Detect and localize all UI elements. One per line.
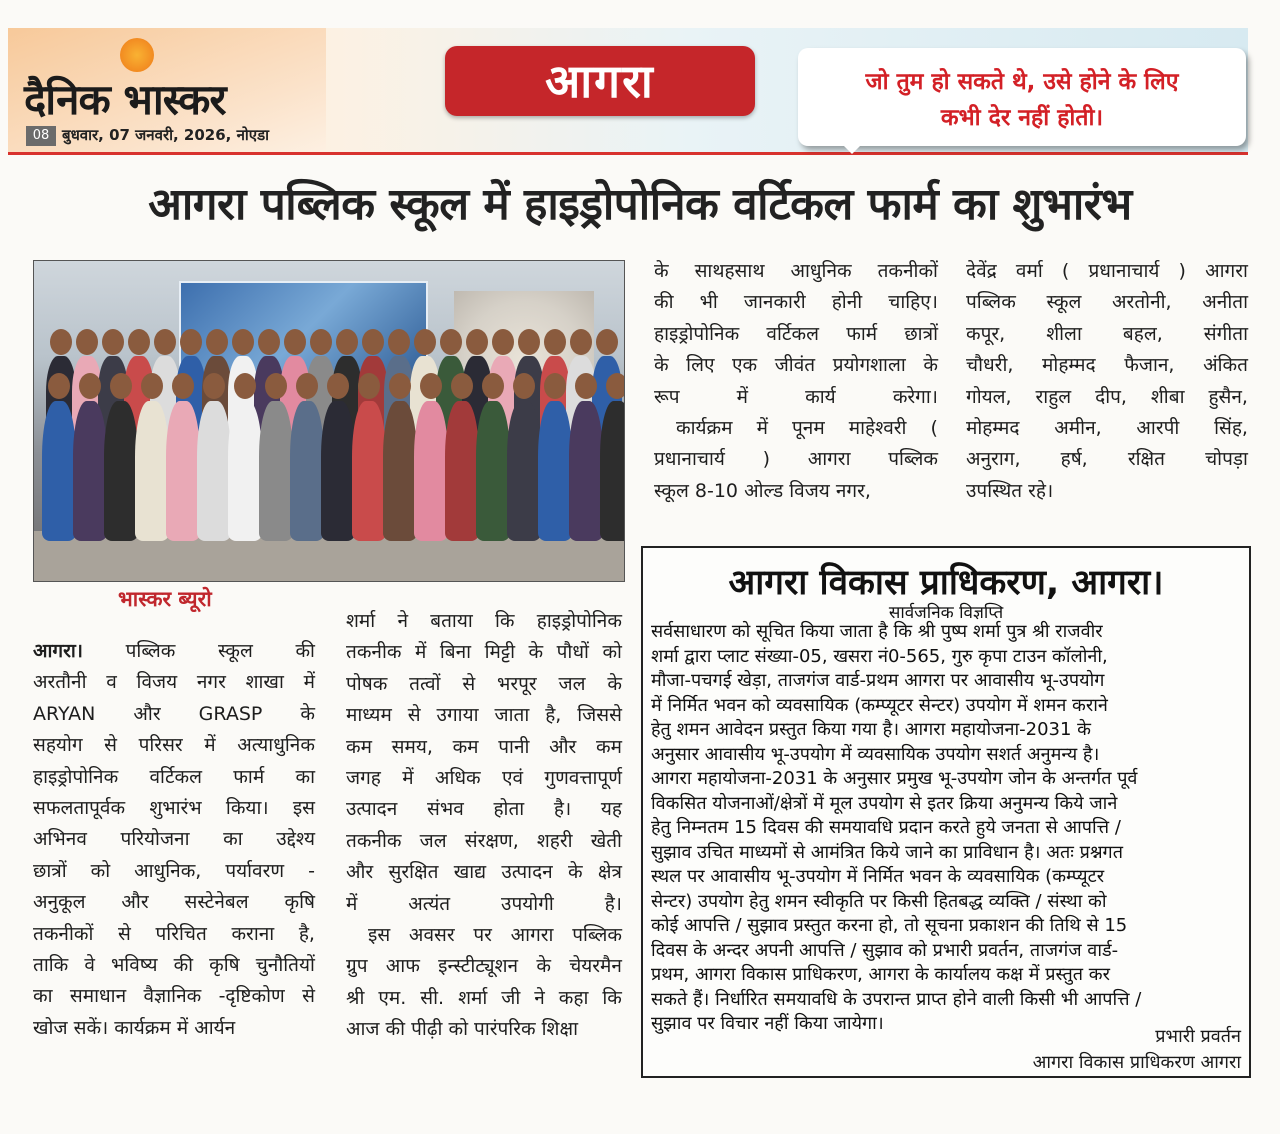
photo-person-head: [575, 373, 597, 399]
photo-person: [476, 401, 510, 541]
article-column-1: [33, 636, 315, 1044]
notice-line: शर्मा द्वारा प्लाट संख्या-05, खसरा नं0-565, गुरु कृपा टाउन कॉलोनी,: [651, 645, 1108, 667]
photo-person-head: [389, 373, 411, 399]
photo-person: [321, 401, 355, 541]
article-line: खोज सकें। कार्यक्रम में आर्यन: [33, 1016, 236, 1039]
notice-body: [651, 620, 1241, 1037]
photo-person-head: [172, 373, 194, 399]
photo-person-head: [258, 329, 280, 355]
photo-person: [600, 401, 625, 541]
photo-person-head: [50, 329, 72, 355]
notice-signature-title: प्रभारी प्रवर्तन: [1155, 1026, 1241, 1047]
notice-signature-org: आगरा विकास प्राधिकरण आगरा: [1032, 1052, 1241, 1073]
photo-person-head: [76, 329, 98, 355]
photo-person-head: [265, 373, 287, 399]
photo-person: [42, 401, 76, 541]
article-line: शर्मा ने बताया कि हाइड्रोपोनिक: [346, 610, 622, 632]
article-line: चौधरी, मोहम्मद फैजान, अंकित: [966, 354, 1248, 377]
photo-person-head: [544, 373, 566, 399]
photo-person-head: [362, 329, 384, 355]
article-line: आज की पीढ़ी को पारंपरिक शिक्षा: [346, 1018, 579, 1041]
notice-line: सुझाव पर विचार नहीं किया जायेगा।: [651, 1013, 884, 1034]
photo-person-head: [310, 329, 332, 355]
quote-line-1: जो तुम हो सकते थे, उसे होने के लिए: [865, 69, 1179, 95]
article-line: जगह में अधिक एवं गुणवत्तापूर्ण: [346, 767, 622, 790]
article-line: तकनीक में बिना मिट्टी के पौधों को: [346, 641, 622, 664]
notice-line: अनुसार आवासीय भू-उपयोग में व्यवसायिक उपयोग सशर्त अनुमन्य है।: [651, 743, 1100, 765]
notice-line: सेन्टर) उपयोग हेतु शमन स्वीकृति पर किसी हितबद्ध व्यक्ति / संस्था को: [651, 890, 1107, 912]
quote-bubble-tail: [830, 132, 874, 154]
photo-person-head: [388, 329, 410, 355]
photo-person-head: [606, 373, 625, 399]
article-line: माध्यम से उगाया जाता है, जिससे: [346, 704, 622, 727]
notice-line: कोई आपत्ति / सुझाव प्रस्तुत करना हो, तो सूचना प्रकाशन की तिथि से 15: [651, 915, 1128, 936]
article-headline: आगरा पब्लिक स्कूल में हाइड्रोपोनिक वर्टिकल फार्म का शुभारंभ: [148, 179, 1132, 230]
article-line: के लिए एक जीवंत प्रयोगशाला के: [654, 354, 938, 377]
article-line: ARYAN और GRASP के: [33, 702, 315, 725]
article-line: आगरा। पब्लिक स्कूल की: [33, 640, 315, 662]
photo-person: [259, 401, 293, 541]
article-line: छात्रों को आधुनिक, पर्यावरण -: [33, 859, 315, 882]
article-line: अरतौनी व विजय नगर शाखा में: [33, 671, 315, 694]
photo-person: [166, 401, 200, 541]
photo-person-head: [48, 373, 70, 399]
photo-person-head: [414, 329, 436, 355]
article-line: हाइड्रोपोनिक वर्टिकल फार्म का: [33, 765, 315, 788]
photo-person-head: [513, 373, 535, 399]
masthead: [8, 28, 1248, 155]
notice-line: प्रथम, आगरा विकास प्राधिकरण, आगरा के कार्यालय कक्ष में प्रस्तुत कर: [651, 964, 1110, 985]
photo-person-head: [154, 329, 176, 355]
photo-person: [538, 401, 572, 541]
article-line: अभिनव परियोजना का उद्देश्य: [33, 828, 315, 851]
article-line: सफलतापूर्वक शुभारंभ किया। इस: [33, 797, 315, 820]
newspaper-logo: दैनिक भास्कर: [24, 75, 226, 124]
notice-subtitle: सार्वजनिक विज्ञप्ति: [888, 603, 1004, 623]
quote-line-2: कभी देर नहीं होती।: [940, 105, 1104, 131]
article-line: तकनीकों से परिचित कराना है,: [33, 922, 315, 945]
notice-line: दिवस के अन्दर अपनी आपत्ति / सुझाव को प्रभारी प्रवर्तन, ताजगंज वार्ड-: [651, 939, 1119, 961]
article-line: अनुकूल और सस्टेनेबल कृषि: [33, 891, 315, 914]
photo-person-head: [141, 373, 163, 399]
photo-person-head: [451, 373, 473, 399]
photo-person-head: [128, 329, 150, 355]
notice-line: विकसित योजनाओं/क्षेत्रों में मूल उपयोग से इतर क्रिया अनुमन्य किये जाने: [651, 792, 1118, 814]
article-line: रूप में कार्य करेगा।: [654, 385, 938, 408]
photo-person-head: [482, 373, 504, 399]
article-line: ग्रुप आफ इन्स्टीट्यूशन के चेयरमैन: [346, 955, 622, 978]
notice-line: स्थल पर आवासीय भू-उपयोग में निर्मित भवन के व्यवसायिक (कम्प्यूटर: [651, 866, 1105, 887]
group-photo: [33, 260, 625, 582]
photo-person-head: [518, 329, 540, 355]
article-line: इस अवसर पर आगरा पब्लिक: [368, 924, 622, 947]
article-line: पब्लिक स्कूल अरतोनी, अनीता: [966, 291, 1248, 314]
photo-person: [228, 401, 262, 541]
photo-person-head: [284, 329, 306, 355]
article-line: ताकि वे भविष्य की कृषि चुनौतियों: [33, 954, 315, 977]
dateline: बुधवार, 07 जनवरी, 2026, नोएडा: [62, 126, 269, 144]
notice-line: हेतु शमन आवेदन प्रस्तुत किया गया है। आगरा महायोजना-2031 के: [651, 719, 1092, 740]
photo-person-head: [110, 373, 132, 399]
article-line: तकनीक जल संरक्षण, शहरी खेती: [346, 829, 622, 852]
city-edition-badge: [445, 46, 755, 116]
photo-person-head: [296, 373, 318, 399]
article-line: का समाधान वैज्ञानिक -दृष्टिकोण से: [33, 985, 315, 1008]
notice-line: आगरा महायोजना-2031 के अनुसार प्रमुख भू-उपयोग जोन के अन्तर्गत पूर्व: [651, 768, 1138, 789]
article-line: गोयल, राहुल दीप, शीबा हुसैन,: [966, 385, 1248, 408]
article-line: कपूर, शीला बहल, संगीता: [966, 322, 1248, 345]
photo-person: [383, 401, 417, 541]
photo-person-head: [358, 373, 380, 399]
photo-person: [507, 401, 541, 541]
article-line: की भी जानकारी होनी चाहिए।: [654, 291, 938, 314]
logo-area: [8, 28, 326, 152]
public-notice: [641, 546, 1251, 1078]
photo-person: [104, 401, 138, 541]
notice-line: में निर्मित भवन को व्यवसायिक (कम्प्यूटर सेन्टर) उपयोग में शमन कराने: [651, 694, 1108, 716]
article-line: कार्यक्रम में पूनम माहेश्वरी (: [676, 417, 938, 440]
notice-line: सर्वसाधारण को सूचित किया जाता है कि श्री पुष्प शर्मा पुत्र श्री राजवीर: [651, 621, 1103, 642]
photo-person-head: [232, 329, 254, 355]
photo-person: [197, 401, 231, 541]
article-line: सहयोग से परिसर में अत्याधुनिक: [33, 734, 315, 757]
article-line: देवेंद्र वर्मा ( प्रधानाचार्य ) आगरा: [966, 260, 1248, 282]
photo-person: [135, 401, 169, 541]
photo-person-head: [203, 373, 225, 399]
photo-person-head: [440, 329, 462, 355]
notice-line: सुझाव उचित माध्यमों से आमंत्रित किये जाने का प्राविधान है। अतः प्रश्नगत: [651, 841, 1123, 863]
notice-line: सकते हैं। निर्धारित समयावधि के उपरान्त प्राप्त होने वाली किसी भी आपत्ति /: [651, 988, 1142, 1010]
article-line: और सुरक्षित खाद्य उत्पादन के क्षेत्र: [346, 861, 622, 884]
article-line: में अत्यंत उपयोगी है।: [346, 892, 622, 915]
photo-person-head: [180, 329, 202, 355]
photo-person: [445, 401, 479, 541]
photo-person-head: [79, 373, 101, 399]
article-line: श्री एम. सी. शर्मा जी ने कहा कि: [346, 986, 622, 1009]
article-line: प्रधानाचार्य ) आगरा पब्लिक: [654, 448, 938, 471]
photo-person-head: [206, 329, 228, 355]
article-column-3: [654, 256, 938, 507]
notice-line: मौजा-पचगई खेड़ा, ताजगंज वार्ड-प्रथम आगरा पर आवासीय भू-उपयोग: [651, 670, 1105, 691]
photo-person-head: [234, 373, 256, 399]
article-column-2: [346, 606, 622, 1046]
photo-person-head: [570, 329, 592, 355]
notice-title: आगरा विकास प्राधिकरण, आगरा।: [728, 563, 1164, 603]
article-column-4: [966, 256, 1248, 507]
photo-person-head: [102, 329, 124, 355]
photo-person-head: [492, 329, 514, 355]
article-line: उपस्थित रहे।: [966, 479, 1054, 502]
photo-person: [414, 401, 448, 541]
byline: भास्कर ब्यूरो: [118, 587, 212, 611]
article-line: पोषक तत्वों से भरपूर जल के: [346, 672, 622, 695]
photo-person-head: [544, 329, 566, 355]
photo-person-head: [466, 329, 488, 355]
article-line: स्कूल 8-10 ओल्ड विजय नगर,: [654, 479, 871, 502]
photo-person-head: [327, 373, 349, 399]
article-line: कम समय, कम पानी और कम: [346, 735, 622, 758]
photo-person: [290, 401, 324, 541]
notice-line: हेतु निम्नतम 15 दिवस की समयावधि प्रदान करते हुये जनता से आपत्ति /: [651, 817, 1121, 838]
photo-person: [352, 401, 386, 541]
photo-person: [569, 401, 603, 541]
article-line: उत्पादन संभव होता है। यह: [346, 798, 622, 821]
article-line: अनुराग, हर्ष, रक्षित चोपड़ा: [966, 448, 1248, 471]
article-line: हाइड्रोपोनिक वर्टिकल फार्म छात्रों: [654, 322, 938, 345]
photo-person: [73, 401, 107, 541]
photo-person-head: [596, 329, 618, 355]
article-line: मोहम्मद अमीन, आरपी सिंह,: [966, 417, 1248, 440]
city-name: आगरा: [545, 54, 655, 108]
photo-person-head: [336, 329, 358, 355]
photo-person-head: [420, 373, 442, 399]
sun-logo-icon: [120, 38, 154, 72]
article-line: के साथहसाथ आधुनिक तकनीकों: [654, 260, 938, 282]
page-number: 08: [26, 126, 56, 146]
